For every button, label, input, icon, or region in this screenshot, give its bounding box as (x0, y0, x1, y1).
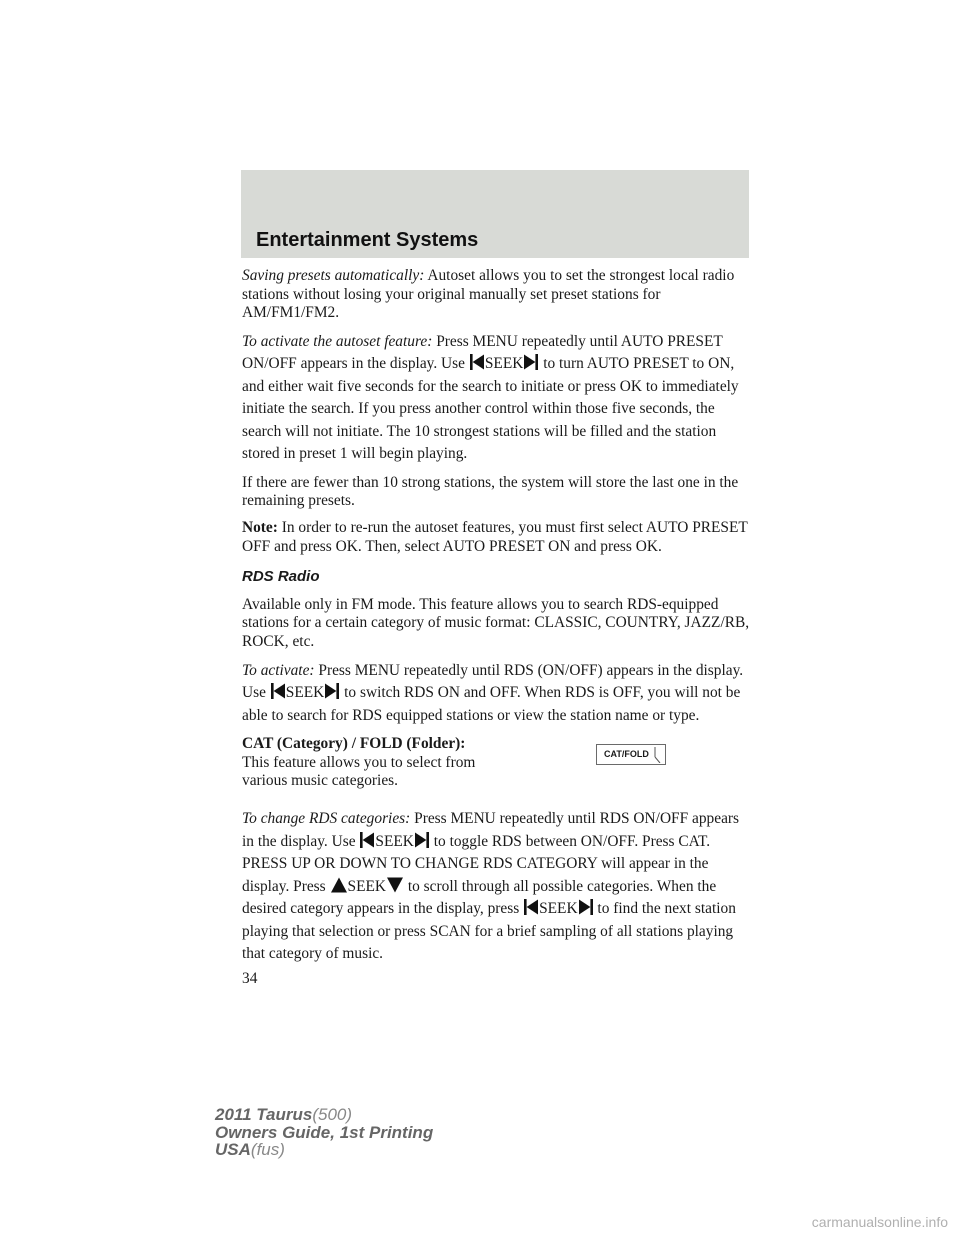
seek-forward-icon (523, 354, 539, 370)
autoset-lead: Saving presets automatically: (242, 267, 425, 284)
rds-activate-text-a: Press MENU repeatedly until RDS (ON/OFF) appears in the display. Use (242, 661, 744, 702)
seek-forward-icon (414, 832, 430, 848)
seek-back-icon (359, 832, 375, 848)
paragraph-change-categories (242, 808, 752, 966)
change-categories-text-d: to find the next station playing that selection or press SCAN for a brief sampling of all stations playing that category of music. (242, 900, 736, 963)
paragraph-cat-fold (242, 735, 487, 791)
cat-fold-button-illustration (596, 744, 666, 765)
rds-activate-text-b: to switch RDS ON and OFF. When RDS is OFF, you will not be able to search for RDS equipped stations or view the station name or type. (242, 684, 741, 724)
note-text: In order to re-run the autoset features, you must first select AUTO PRESET OFF and press OK. Then, select AUTO PRESET ON and press OK. (242, 518, 748, 555)
section-title: Entertainment Systems (256, 229, 479, 251)
seek-forward-icon (324, 683, 340, 699)
footer-model: 2011 Taurus (215, 1105, 313, 1124)
seek-label: SEEK (347, 877, 386, 895)
activate-autoset-lead: To activate the autoset feature: (242, 332, 433, 350)
paragraph-autoset (242, 267, 752, 323)
rds-activate-lead: To activate: (242, 661, 315, 679)
footer-market-code: (fus) (250, 1140, 285, 1159)
seek-label: SEEK (375, 832, 414, 850)
seek-back-icon (523, 899, 539, 915)
rds-intro-text: Available only in FM mode. This feature allows you to search RDS-equipped stations for a certain category of music format: CLASSIC, COUNTRY, JAZZ/RB, ROCK, etc. (242, 595, 750, 650)
change-categories-text-a: Press MENU repeatedly until RDS ON/OFF appears in the display. Use (242, 810, 740, 850)
footer-line-2: Owners Guide, 1st Printing (215, 1122, 434, 1142)
seek-back-icon (270, 683, 286, 699)
seek-label: SEEK (285, 684, 325, 702)
print-footer (215, 1106, 433, 1159)
note-lead: Note: (242, 518, 278, 536)
seek-label: SEEK (539, 900, 578, 918)
fewer-stations-text: If there are fewer than 10 strong stations, the system will store the last one in the remaining presets. (242, 473, 739, 510)
change-categories-lead: To change RDS categories: (242, 810, 411, 828)
button-edge-icon (654, 747, 662, 763)
seek-label: SEEK (484, 355, 524, 373)
footer-line-3 (215, 1141, 433, 1159)
cat-fold-button-label: CAT/FOLD (604, 749, 649, 760)
cat-fold-lead: CAT (Category) / FOLD (Folder): (242, 735, 466, 753)
footer-market: USA (215, 1140, 251, 1159)
change-categories-text-b: to toggle RDS between ON/OFF. Press CAT. PRESS UP OR DOWN TO CHANGE RDS CATEGORY will appear in the display. Press (242, 832, 711, 895)
page-content (242, 267, 752, 974)
footer-model-code: (500) (312, 1105, 353, 1124)
seek-forward-icon (578, 899, 594, 915)
seek-back-icon (469, 354, 485, 370)
footer-line-1 (215, 1106, 433, 1124)
activate-autoset-text-a: Press MENU repeatedly until AUTO PRESET ON/OFF appears in the display. Use (242, 332, 723, 373)
section-header (241, 170, 749, 258)
watermark: carmanualsonline.info (811, 1214, 948, 1230)
change-categories-text-c: to scroll through all possible categories. When the desired category appears in the display, press (242, 877, 717, 918)
page-number: 34 (242, 970, 258, 987)
seek-up-icon (330, 877, 348, 893)
seek-down-icon (386, 877, 404, 893)
paragraph-fewer-stations (242, 474, 752, 511)
paragraph-note (242, 519, 752, 556)
activate-autoset-text-b: to turn AUTO PRESET to ON, and either wait five seconds for the search to initiate or press OK to immediately initiate the search. If you press another control within those five seconds, the search will not initiate. The 10 strongest stations will be filled and the station stored in preset 1 will begin playing. (242, 355, 739, 463)
paragraph-rds-activate (242, 660, 752, 728)
paragraph-activate-autoset (242, 331, 752, 466)
rds-radio-heading: RDS Radio (242, 568, 320, 586)
paragraph-rds-intro (242, 596, 752, 652)
cat-fold-section (242, 735, 752, 798)
cat-fold-text: This feature allows you to select from various music categories. (242, 753, 476, 790)
autoset-text: Autoset allows you to set the strongest local radio stations without losing your original manually set preset stations for AM/FM1/FM2. (242, 267, 735, 322)
